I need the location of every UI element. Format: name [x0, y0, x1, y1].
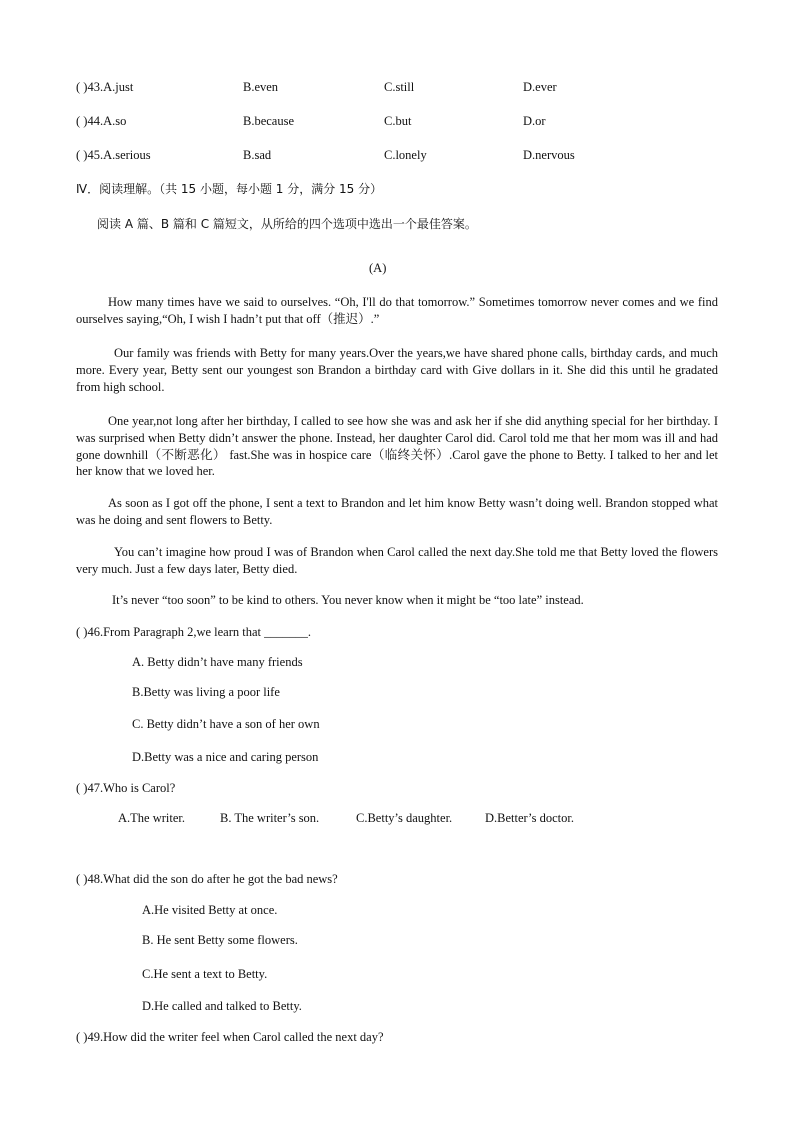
passage-paragraph-2: Our family was friends with Betty for many years.Over the years,we have shared phone calls, birthday cards, and much more. Every year, Betty sent our youngest son Brandon a birthday card with Give dollars in it. She did this until he gradated from high school. [76, 346, 718, 394]
section-heading: Ⅳ．阅读理解。（共 15 小题，每小题 1 分，满分 15 分） [76, 182, 383, 196]
passage-paragraph-4: As soon as I got off the phone, I sent a text to Brandon and let him know Betty wasn’t doing well. Brandon stopped what was he doing and sent flowers to Betty. [76, 496, 718, 527]
question-44-row [76, 113, 726, 129]
question-47-option-d: D.Better’s doctor. [485, 811, 574, 825]
question-45-option-b: B.sad [243, 148, 272, 162]
question-44-option-d: D.or [523, 114, 546, 128]
question-46-option-a: A. Betty didn’t have many friends [132, 655, 303, 669]
passage-paragraph-1: How many times have we said to ourselves. “Oh, I'll do that tomorrow.” Sometimes tomorrow never comes and we find ourselves saying,“Oh, I wish I hadn’t put that off（推迟）.” [76, 295, 718, 326]
question-46-option-c: C. Betty didn’t have a son of her own [132, 717, 320, 731]
question-43-option-d: D.ever [523, 80, 557, 94]
question-48-option-d: D.He called and talked to Betty. [142, 999, 302, 1013]
question-43-row [76, 79, 726, 95]
question-47-option-b: B. The writer’s son. [220, 811, 320, 825]
question-48-option-a: A.He visited Betty at once. [142, 903, 278, 917]
question-48-option-c: C.He sent a text to Betty. [142, 967, 268, 981]
question-44-option-b: B.because [243, 114, 295, 128]
question-47-option-c: C.Betty’s daughter. [356, 811, 453, 825]
question-45-row [76, 147, 726, 163]
question-48-option-b: B. He sent Betty some flowers. [142, 933, 298, 947]
passage-label: (A) [369, 261, 387, 275]
passage-paragraph-5: You can’t imagine how proud I was of Brandon when Carol called the next day.She told me that Betty loved the flowers very much. Just a few days later, Betty died. [76, 545, 718, 576]
question-46-stem: ( )46.From Paragraph 2,we learn that _______. [76, 625, 312, 639]
section-instruction: 阅读 A 篇、B 篇和 C 篇短文，从所给的四个选项中选出一个最佳答案。 [97, 217, 477, 231]
question-46-option-b: B.Betty was living a poor life [132, 685, 280, 699]
question-45-option-d: D.nervous [523, 148, 575, 162]
question-43-option-b: B.even [243, 80, 279, 94]
question-44-stem: ( )44.A.so [76, 114, 127, 128]
question-43-stem: ( )43.A.just [76, 80, 134, 94]
question-49-stem: ( )49.How did the writer feel when Carol called the next day? [76, 1030, 384, 1044]
question-44-option-c: C.but [384, 114, 412, 128]
question-47-option-a: A.The writer. [118, 811, 185, 825]
question-45-stem: ( )45.A.serious [76, 148, 151, 162]
passage-paragraph-6: It’s never “too soon” to be kind to others. You never know when it might be “too late” instead. [112, 593, 584, 607]
question-47-stem: ( )47.Who is Carol? [76, 781, 176, 795]
question-48-stem: ( )48.What did the son do after he got the bad news? [76, 872, 338, 886]
question-45-option-c: C.lonely [384, 148, 427, 162]
passage-paragraph-3: One year,not long after her birthday, I called to see how she was and ask her if she did anything special for her birthday. I was surprised when Betty didn’t answer the phone. Instead, her daughter Carol did. Carol told me that her mom was ill and had gone downhill（不断恶化） fast.She was in hospice care（临终关怀）.Carol gave the phone to Betty. I talked to her and let her know that we loved her. [76, 414, 718, 479]
question-43-option-c: C.still [384, 80, 415, 94]
question-46-option-d: D.Betty was a nice and caring person [132, 750, 319, 764]
